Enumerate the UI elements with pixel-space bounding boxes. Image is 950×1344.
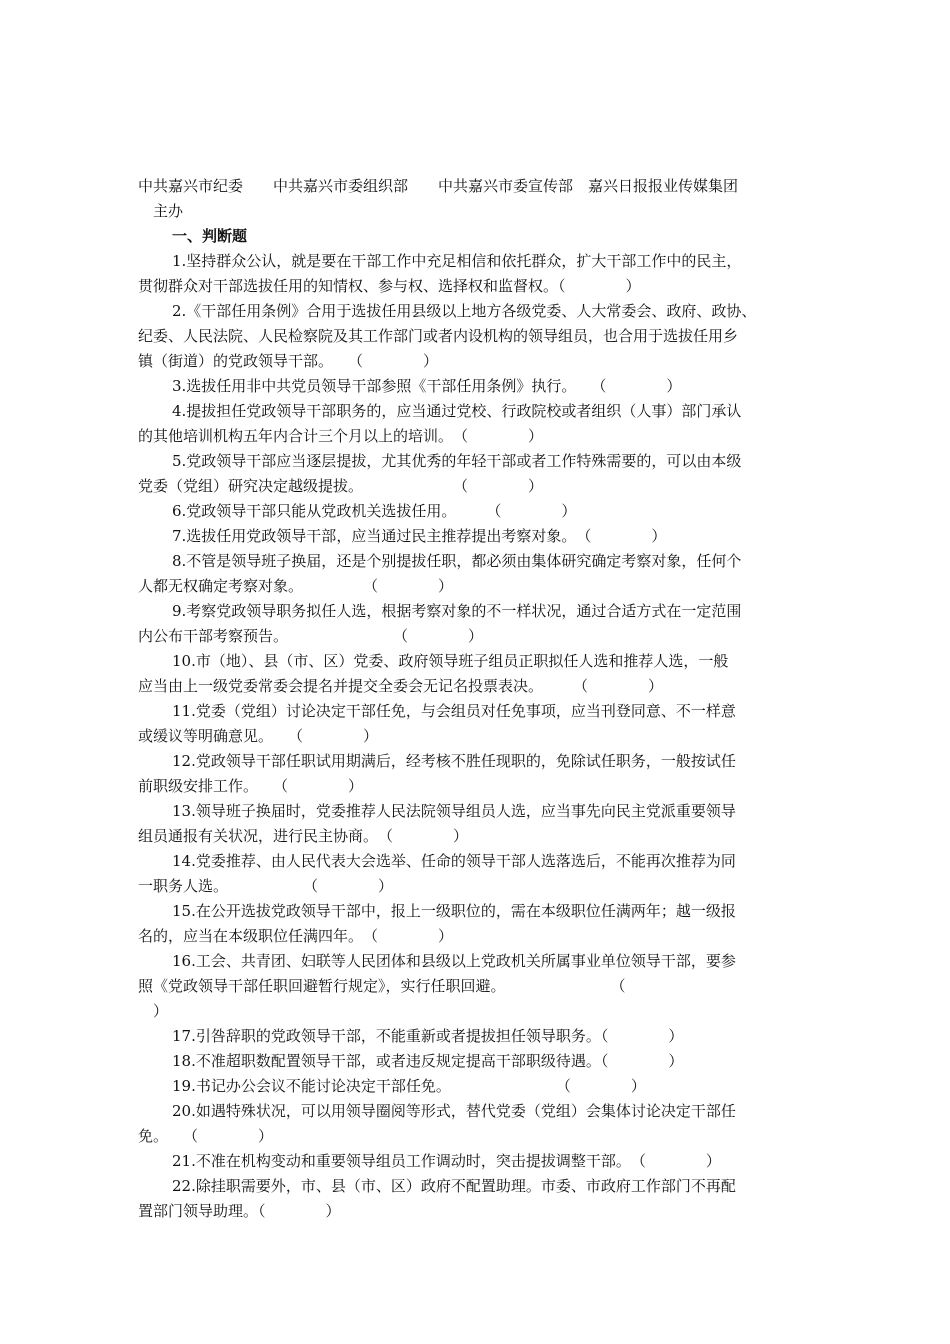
question-text-line: 7.选拔任用党政领导干部，应当通过民主推荐提出考察对象。 （ ） <box>172 527 667 545</box>
question-text-line: 前职级安排工作。 （ ） <box>138 777 364 795</box>
question-text-line: 6.党政领导干部只能从党政机关选拔任用。 （ ） <box>172 502 577 520</box>
question-text-line: 组员通报有关状况，进行民主协商。 （ ） <box>138 827 469 845</box>
question-text-line: 或缓议等明确意见。 （ ） <box>138 727 379 745</box>
question-list <box>138 249 810 1224</box>
question-item <box>138 949 810 1024</box>
question-item <box>138 1149 810 1174</box>
question-item <box>138 299 810 374</box>
question-text-line: 内公布干部考察预告。 （ ） <box>138 627 484 645</box>
question-text-line: 纪委、人民法院、人民检察院及其工作部门或者内设机构的领导组员，也合用于选拔任用乡 <box>138 327 739 345</box>
question-item <box>138 374 810 399</box>
question-text-line: 15.在公开选拔党政领导干部中，报上一级职位的，需在本级职位任满两年；越一级报 <box>172 902 736 920</box>
question-item <box>138 599 810 649</box>
question-item <box>138 899 810 949</box>
organizers-line: 中共嘉兴市纪委 中共嘉兴市委组织部 中共嘉兴市委宣传部 嘉兴日报报业传媒集团 <box>138 177 739 195</box>
question-text-line: 11.党委（党组）讨论决定干部任免，与会组员对任免事项，应当刊登同意、不一样意 <box>172 702 736 720</box>
question-text-line: 5.党政领导干部应当逐层提拔，尤其优秀的年轻干部或者工作特殊需要的，可以由本级 <box>172 452 742 470</box>
question-text-line: 的其他培训机构五年内合计三个月以上的培训。 （ ） <box>138 427 544 445</box>
question-item <box>138 449 810 499</box>
question-text-line: 照《党政领导干部任职回避暂行规定》，实行任职回避。 （ <box>138 977 626 995</box>
question-item <box>138 1024 810 1049</box>
question-text-line: 贯彻群众对干部选拔任用的知情权、参与权、选择权和监督权。（ ） <box>138 277 641 295</box>
question-text-line: 16.工会、共青团、妇联等人民团体和县级以上党政机关所属事业单位领导干部，要参 <box>172 952 736 970</box>
question-text-line: 10.市（地）、县（市、区）党委、政府领导班子组员正职拟任人选和推荐人选，一般 <box>172 652 729 670</box>
question-text-line: 免。 （ ） <box>138 1127 274 1145</box>
question-item <box>138 499 810 524</box>
question-text-line: 镇（街道）的党政领导干部。 （ ） <box>138 352 439 370</box>
question-item <box>138 1074 810 1099</box>
question-text-line: 3.选拔任用非中共党员领导干部参照《干部任用条例》执行。 （ ） <box>172 377 682 395</box>
question-item <box>138 699 810 749</box>
question-text-line: 名的，应当在本级职位任满四年。 （ ） <box>138 927 454 945</box>
question-text-line: 13.领导班子换届时，党委推荐人民法院领导组员人选，应当事先向民主党派重要领导 <box>172 802 736 820</box>
question-text-line: 应当由上一级党委常委会提名并提交全委会无记名投票表决。 （ ） <box>138 677 664 695</box>
question-item <box>138 399 810 449</box>
question-text-line: 20.如遇特殊状况，可以用领导圈阅等形式，替代党委（党组）会集体讨论决定干部任 <box>172 1102 736 1120</box>
question-item <box>138 749 810 799</box>
question-text-line: 置部门领导助理。（ ） <box>138 1202 341 1220</box>
question-text-line: 一职务人选。 （ ） <box>138 877 394 895</box>
question-item <box>138 849 810 899</box>
question-item <box>138 549 810 599</box>
question-item <box>138 649 810 699</box>
document-page <box>138 174 810 1224</box>
question-text-line: 14.党委推荐、由人民代表大会选举、任命的领导干部人选落选后，不能再次推荐为同 <box>172 852 736 870</box>
question-text-line: 8.不管是领导班子换届，还是个别提拔任职，都必须由集体研究确定考察对象，任何个 <box>172 552 742 570</box>
question-text-line: 党委（党组）研究决定越级提拔。 （ ） <box>138 477 544 495</box>
question-item <box>138 1099 810 1149</box>
question-text-line: 人都无权确定考察对象。 （ ） <box>138 577 454 595</box>
question-text-line: 4.提拔担任党政领导干部职务的，应当通过党校、行政院校或者组织（人事）部门承认 <box>172 402 742 420</box>
section-title: 一、判断题 <box>172 227 248 245</box>
question-item <box>138 799 810 849</box>
question-text-line: ） <box>138 1002 169 1020</box>
question-text-line: 1.坚持群众公认，就是要在干部工作中充足相信和依托群众，扩大干部工作中的民主， <box>172 252 742 270</box>
question-text-line: 12.党政领导干部任职试用期满后，经考核不胜任现职的，免除试任职务，一般按试任 <box>172 752 736 770</box>
question-item <box>138 1049 810 1074</box>
question-text-line: 19.书记办公会议不能讨论决定干部任免。 （ ） <box>172 1077 646 1095</box>
question-item <box>138 1174 810 1224</box>
question-text-line: 17.引咎辞职的党政领导干部，不能重新或者提拔担任领导职务。（ ） <box>172 1027 684 1045</box>
question-item <box>138 524 810 549</box>
question-text-line: 2.《干部任用条例》合用于选拔任用县级以上地方各级党委、人大常委会、政府、政协、 <box>172 302 757 320</box>
question-text-line: 18.不准超职数配置领导干部，或者违反规定提高干部职级待遇。（ ） <box>172 1052 684 1070</box>
question-text-line: 21.不准在机构变动和重要领导组员工作调动时，突击提拔调整干部。 （ ） <box>172 1152 721 1170</box>
question-text-line: 22.除挂职需要外，市、县（市、区）政府不配置助理。市委、市政府工作部门不再配 <box>172 1177 736 1195</box>
question-text-line: 9.考察党政领导职务拟任人选，根据考察对象的不一样状况，通过合适方式在一定范围 <box>172 602 742 620</box>
question-item <box>138 249 810 299</box>
host-line: 主办 <box>138 202 184 220</box>
